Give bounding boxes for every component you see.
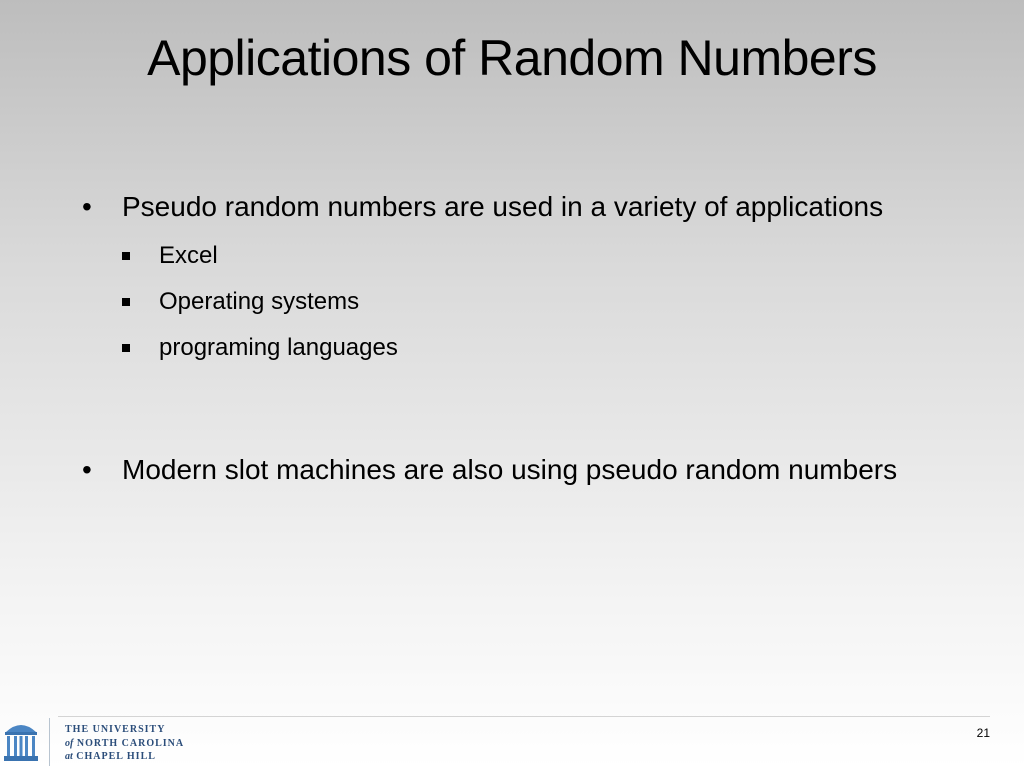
page-number: 21 <box>976 726 990 740</box>
footer-divider <box>58 716 990 717</box>
sub-bullet-text: Excel <box>159 242 218 269</box>
old-well-icon <box>4 720 38 762</box>
university-logo-text <box>65 723 184 764</box>
square-bullet-icon <box>122 252 130 260</box>
bullet-dot: • <box>82 454 92 485</box>
sub-list <box>120 233 900 371</box>
bullet-text: Pseudo random numbers are used in a variety of applications <box>122 191 884 222</box>
logo-line-2: of NORTH CAROLINA <box>65 737 185 749</box>
slide-content <box>80 186 900 490</box>
bullet-item <box>80 186 900 227</box>
bullet-dot: • <box>82 191 92 222</box>
logo-line-3: at CHAPEL HILL <box>65 751 156 762</box>
square-bullet-icon <box>122 344 130 352</box>
sub-bullet-item <box>120 279 900 325</box>
sub-bullet-item <box>120 325 900 371</box>
square-bullet-icon <box>122 298 130 306</box>
logo-line-1: THE UNIVERSITY <box>65 724 166 735</box>
bullet-item <box>80 449 900 490</box>
logo-divider <box>49 718 50 766</box>
sub-bullet-text: Operating systems <box>159 288 360 315</box>
slide-title: Applications of Random Numbers <box>147 30 877 86</box>
sub-bullet-item <box>120 233 900 279</box>
bullet-text: Modern slot machines are also using pseudo random numbers <box>122 454 898 485</box>
sub-bullet-text: programing languages <box>159 334 398 361</box>
